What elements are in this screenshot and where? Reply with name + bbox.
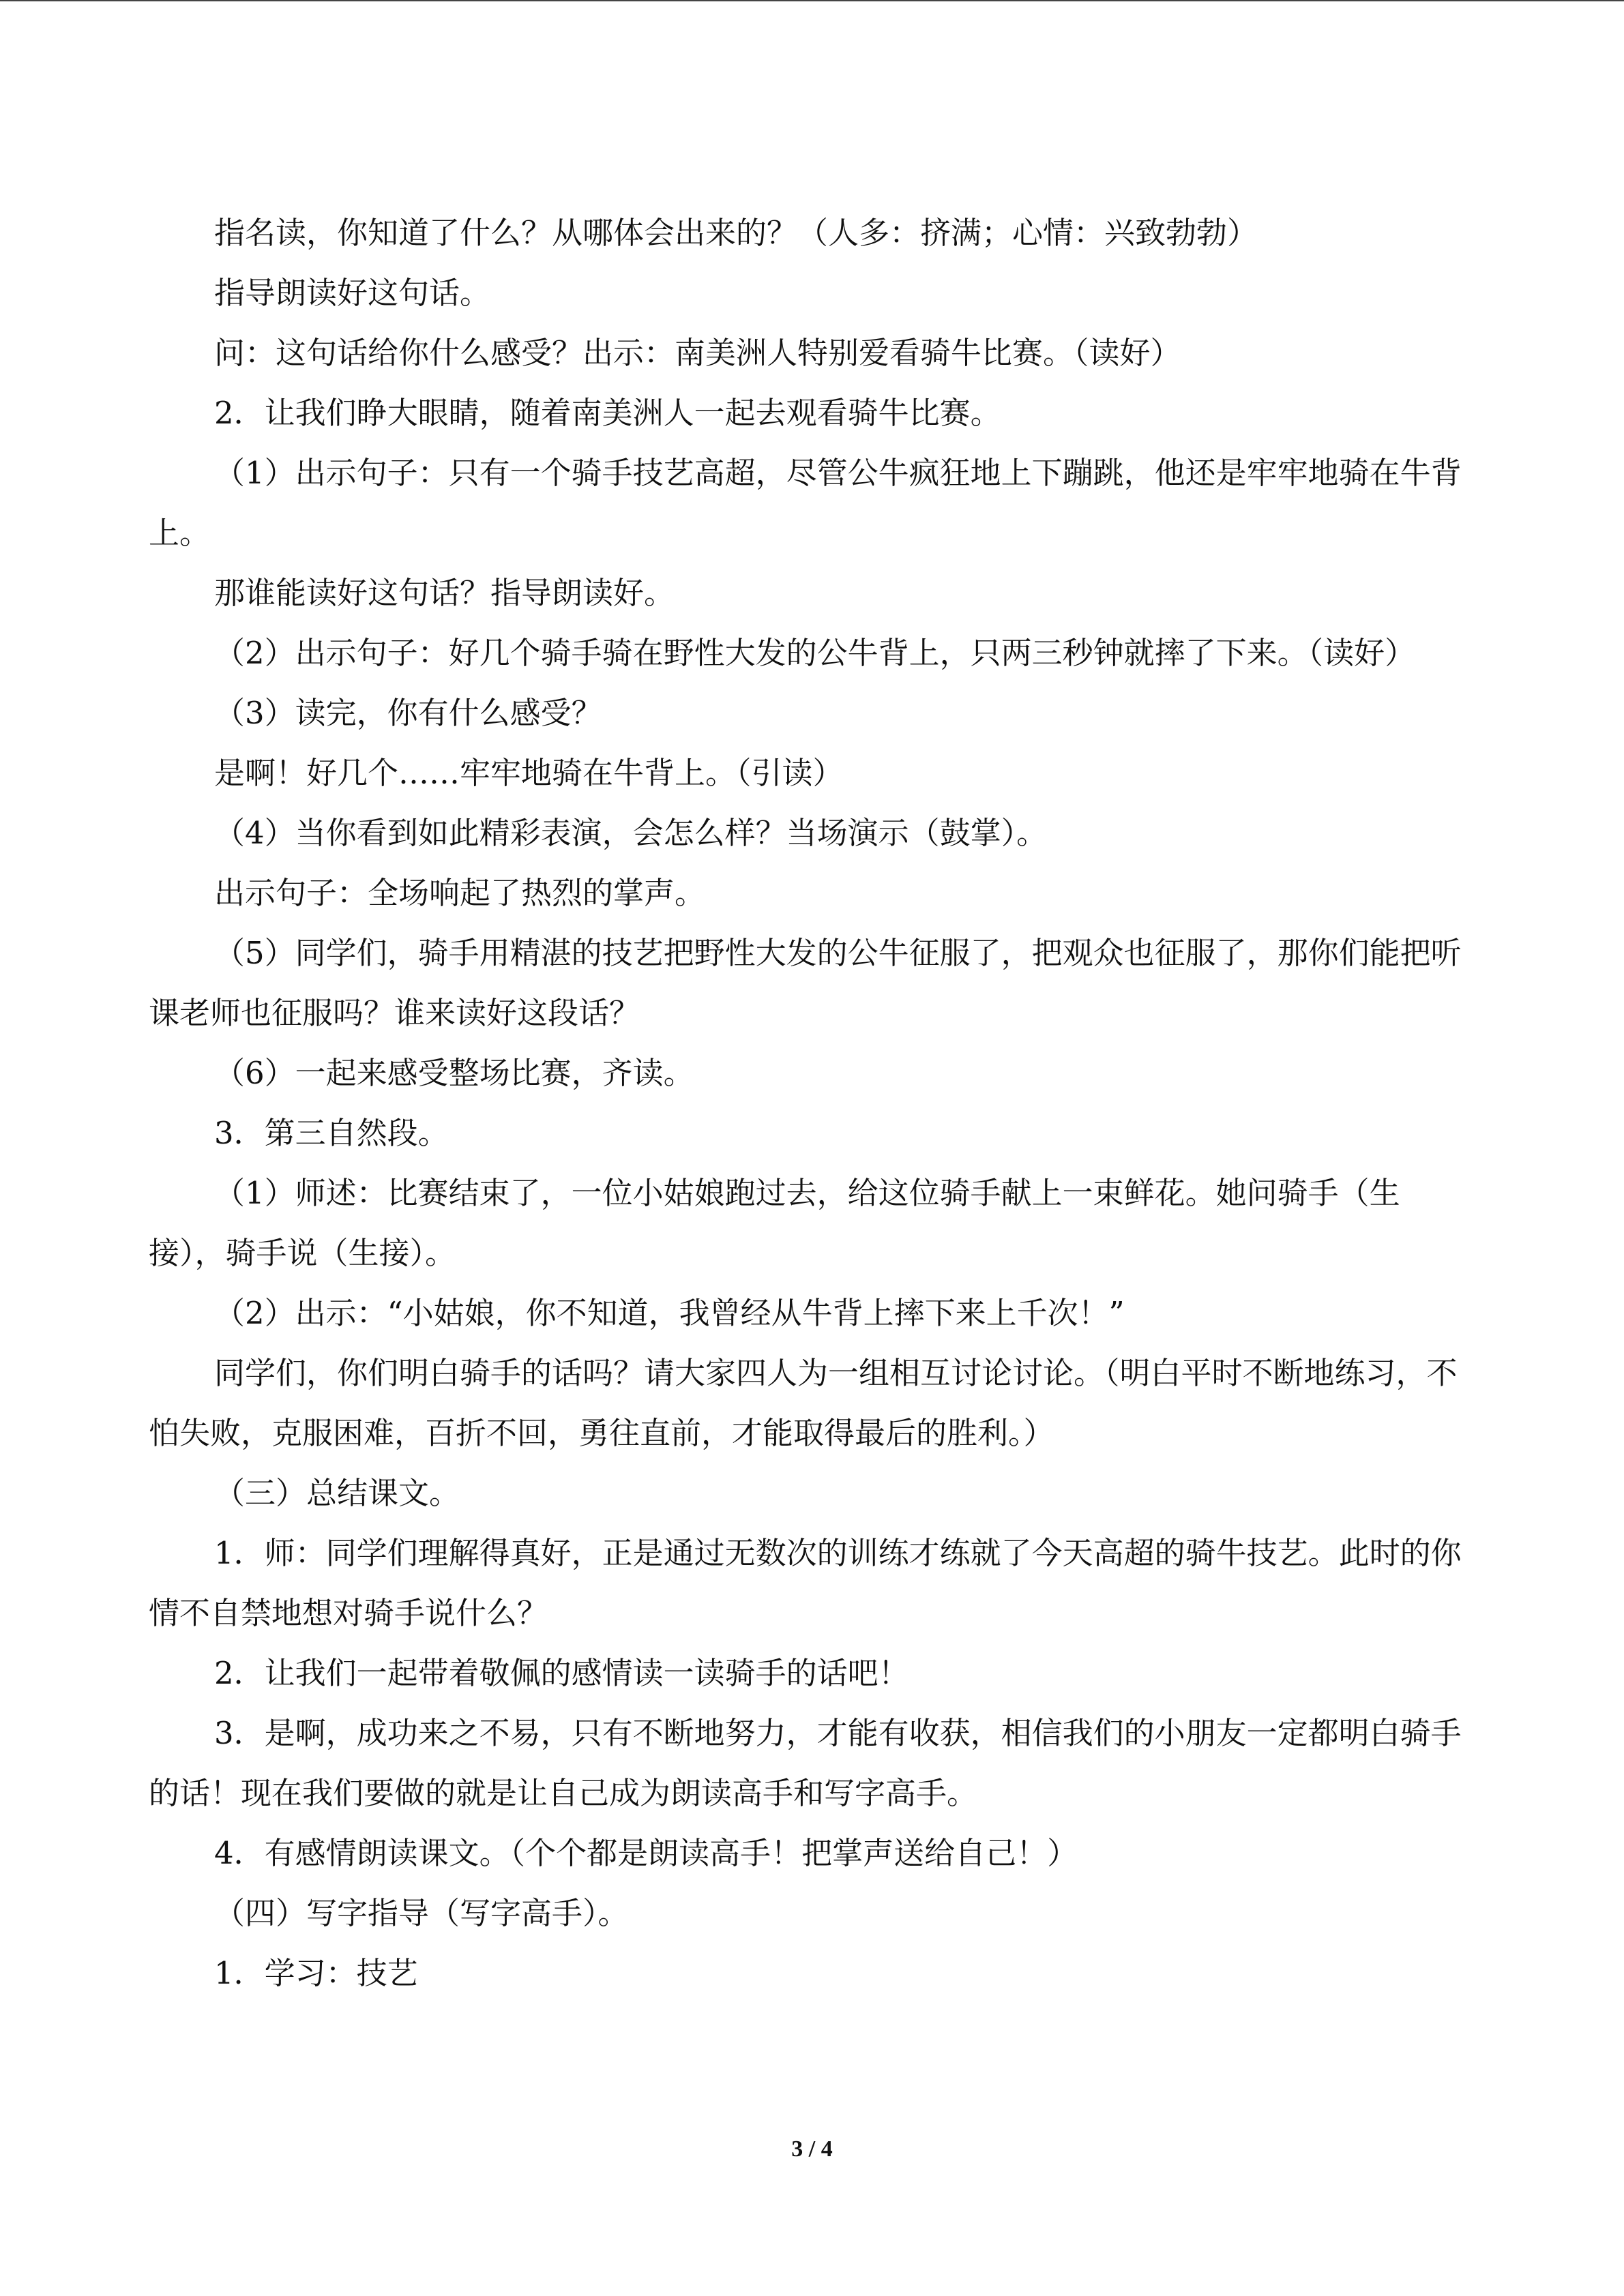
paragraph: 是啊！好几个……牢牢地骑在牛背上。（引读） [214,755,844,791]
paragraph: 1．师：同学们理解得真好，正是通过无数次的训练才练就了今天高超的骑牛技艺。此时的你情不自禁地想对骑手说什么？ [149,1535,1462,1631]
paragraph: （6）一起来感受整场比赛，齐读。 [214,1055,694,1091]
paragraph: 1．学习：技艺 [214,1955,418,1991]
paragraph: 2．让我们一起带着敬佩的感情读一读骑手的话吧！ [214,1655,909,1691]
paragraph: （5）同学们，骑手用精湛的技艺把野性大发的公牛征服了，把观众也征服了，那你们能把听课老师也征服吗？谁来读好这段话？ [149,935,1462,1031]
paragraph: （1）师述：比赛结束了，一位小姑娘跑过去，给这位骑手献上一束鲜花。她问骑手（生接），骑手说（生接）。 [149,1175,1400,1271]
document-body [149,203,1476,2003]
page-number: 3 / 4 [791,2136,833,2162]
paragraph: 指导朗读好这句话。 [214,275,491,311]
paragraph: 同学们，你们明白骑手的话吗？请大家四人为一组相互讨论讨论。（明白平时不断地练习，不怕失败，克服困难，百折不回，勇往直前，才能取得最后的胜利。） [149,1355,1458,1451]
paragraph: 那谁能读好这句话？指导朗读好。 [214,575,675,611]
paragraph: （1）出示句子：只有一个骑手技艺高超，尽管公牛疯狂地上下蹦跳，他还是牢牢地骑在牛背上。 [149,455,1462,551]
paragraph: 3．第三自然段。 [214,1115,449,1151]
paragraph: 2．让我们睁大眼睛，随着南美洲人一起去观看骑牛比赛。 [214,395,1001,431]
paragraph: 出示句子：全场响起了热烈的掌声。 [214,875,706,911]
paragraph: 问：这句话给你什么感受？出示：南美洲人特别爱看骑牛比赛。（读好） [214,335,1181,371]
paragraph: （四）写字指导（写字高手）。 [214,1895,629,1931]
paragraph: （3）读完，你有什么感受？ [214,695,602,731]
paragraph: 3．是啊，成功来之不易，只有不断地努力，才能有收获，相信我们的小朋友一定都明白骑手的话！现在我们要做的就是让自己成为朗读高手和写字高手。 [149,1715,1462,1811]
paragraph: （2）出示句子：好几个骑手骑在野性大发的公牛背上，只两三秒钟就摔了下来。（读好） [214,635,1416,671]
paragraph: 4．有感情朗读课文。（个个都是朗读高手！把掌声送给自己！） [214,1835,1078,1871]
paragraph: （2）出示：“小姑娘，你不知道，我曾经从牛背上摔下来上千次！” [214,1295,1125,1331]
paragraph: （三）总结课文。 [214,1475,460,1511]
page-top-border [0,0,1624,1]
paragraph: 指名读，你知道了什么？从哪体会出来的？（人多：挤满；心情：兴致勃勃） [214,215,1258,251]
paragraph: （4）当你看到如此精彩表演，会怎么样？当场演示（鼓掌）。 [214,815,1048,851]
